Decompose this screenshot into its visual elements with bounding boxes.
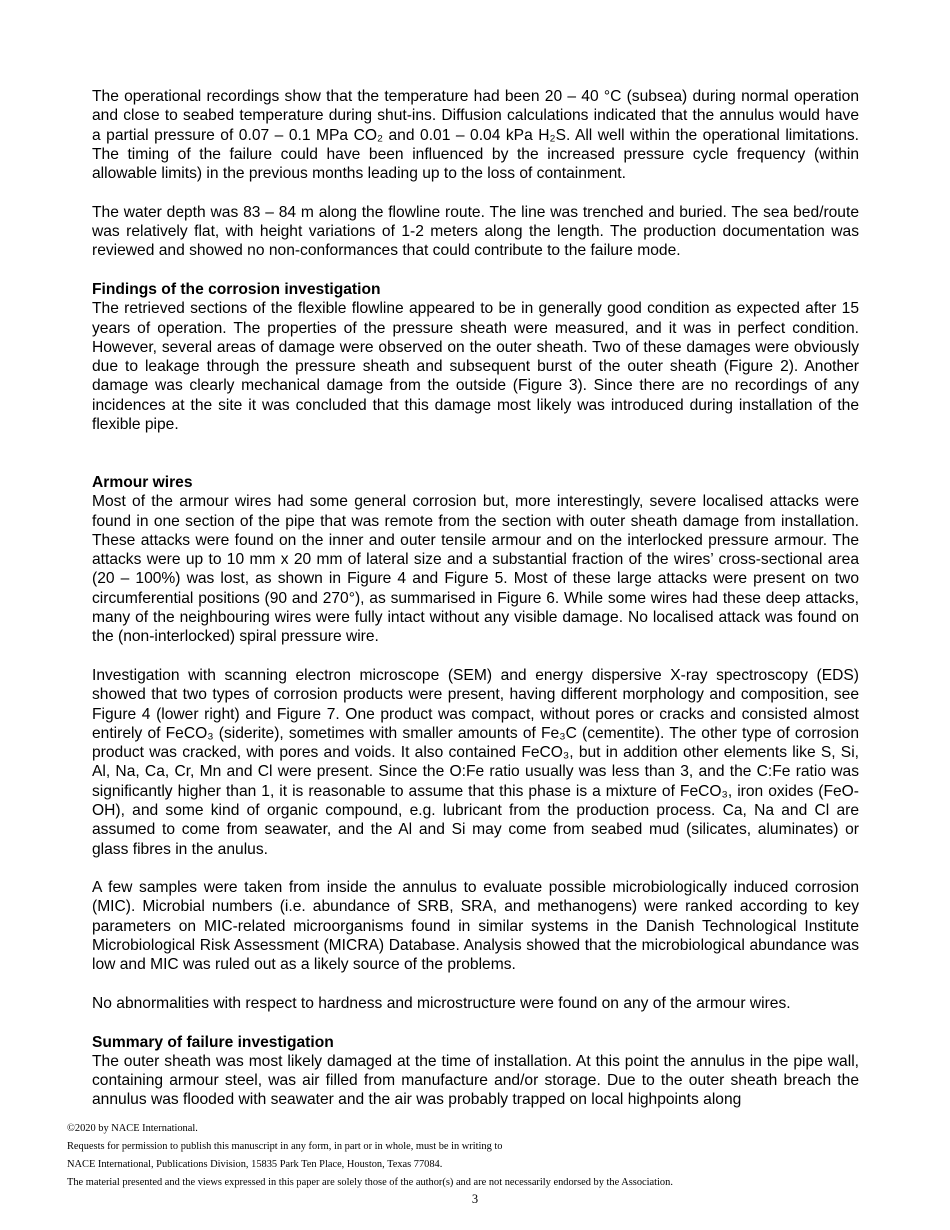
footer-permission: Requests for permission to publish this manuscript in any form, in part or in whole, must be in writing to	[67, 1141, 503, 1153]
heading-armour-wires: Armour wires	[92, 473, 193, 491]
body-text	[92, 87, 859, 1110]
paragraph-armour-wires: Most of the armour wires had some general corrosion but, more interestingly, severe localised attacks were found in one section of the pipe that was remote from the section with outer sheath damage from installation. These attacks were found on the inner and outer tensile armour and on the interlocked pressure armour. The attacks were up to 10 mm x 20 mm of lateral size and a substantial fraction of the wires’ cross-sectional area (20 – 100%) was lost, as shown in Figure 4 and Figure 5. Most of these large attacks were present on two circumferential positions (90 and 270°), as summarised in Figure 6. While some wires had these deep attacks, many of the neighbouring wires were fully intact without any visible damage. No localised attack was found on the (non-interlocked) spiral pressure wire.	[92, 493, 859, 646]
paragraph-findings: The retrieved sections of the flexible flowline appeared to be in generally good condition as expected after 15 years of operation. The properties of the pressure sheath were measured, and it was in perfect condition. However, several areas of damage were observed on the outer sheath. Two of these damages were obviously due to leakage through the pressure sheath and subsequent burst of the outer sheath (Figure 2). Another damage was clearly mechanical damage from the outside (Figure 3). Since there are no recordings of any incidences at the site it was concluded that this damage most likely was introduced during installation of the flexible pipe.	[92, 300, 859, 434]
page-number: 3	[471, 1192, 479, 1206]
footer-copyright: ©2020 by NACE International.	[67, 1123, 198, 1134]
copyright-footer	[67, 1120, 887, 1192]
paragraph-water-depth: The water depth was 83 – 84 m along the flowline route. The line was trenched and buried. The sea bed/route was relatively flat, with height variations of 1-2 meters along the length. The production documentation was reviewed and showed no non-conformances that could contribute to the failure mode.	[92, 203, 859, 260]
paragraph-operational-recordings: The operational recordings show that the temperature had been 20 – 40 °C (subsea) during normal operation and close to seabed temperature during shut-ins. Diffusion calculations indicated that the annulus would have a partial pressure of 0.07 – 0.1 MPa CO₂ and 0.01 – 0.04 kPa H₂S. All well within the operational limitations. The timing of the failure could have been influenced by the increased pressure cycle frequency (within allowable limits) in the previous months leading up to the loss of containment.	[92, 88, 859, 183]
paragraph-hardness: No abnormalities with respect to hardness and microstructure were found on any of the armour wires.	[92, 994, 791, 1012]
heading-summary: Summary of failure investigation	[92, 1033, 334, 1051]
paragraph-sem-eds: Investigation with scanning electron microscope (SEM) and energy dispersive X-ray spectroscopy (EDS) showed that two types of corrosion products were present, having different morphology and composition, see Figure 4 (lower right) and Figure 7. One product was compact, without pores or cracks and consisted almost entirely of FeCO₃ (siderite), sometimes with smaller amounts of Fe₃C (cementite). The other type of corrosion product was cracked, with pores and voids. It also contained FeCO₃, but in addition other elements like S, Si, Al, Na, Ca, Cr, Mn and Cl were present. Since the O:Fe ratio usually was less than 3, and the C:Fe ratio was significantly higher than 1, it is reasonable to assume that this phase is a mixture of FeCO₃, iron oxides (FeO-OH), and some kind of organic compound, e.g. lubricant from the production process. Ca, Na and Cl are assumed to come from seawater, and the Al and Si may come from seabed mud (silicates, aluminates) or glass fibres in the anulus.	[92, 666, 859, 858]
paragraph-summary: The outer sheath was most likely damaged at the time of installation. At this point the annulus in the pipe wall, containing armour steel, was air filled from manufacture and/or storage. Due to the outer sheath breach the annulus was flooded with seawater and the air was probably trapped on local highpoints along	[92, 1052, 859, 1109]
paragraph-mic: A few samples were taken from inside the annulus to evaluate possible microbiologically induced corrosion (MIC). Microbial numbers (i.e. abundance of SRB, SRA, and methanogens) were ranked according to key parameters on MIC-related microorganisms found in similar systems in the Danish Technological Institute Microbiological Risk Assessment (MICRA) Database. Analysis showed that the microbiological abundance was low and MIC was ruled out as a likely source of the problems.	[92, 879, 859, 974]
heading-findings: Findings of the corrosion investigation	[92, 280, 381, 298]
footer-disclaimer: The material presented and the views expressed in this paper are solely those of the author(s) and are not necessarily endorsed by the Association.	[67, 1177, 673, 1189]
footer-address: NACE International, Publications Division, 15835 Park Ten Place, Houston, Texas 77084.	[67, 1159, 443, 1171]
